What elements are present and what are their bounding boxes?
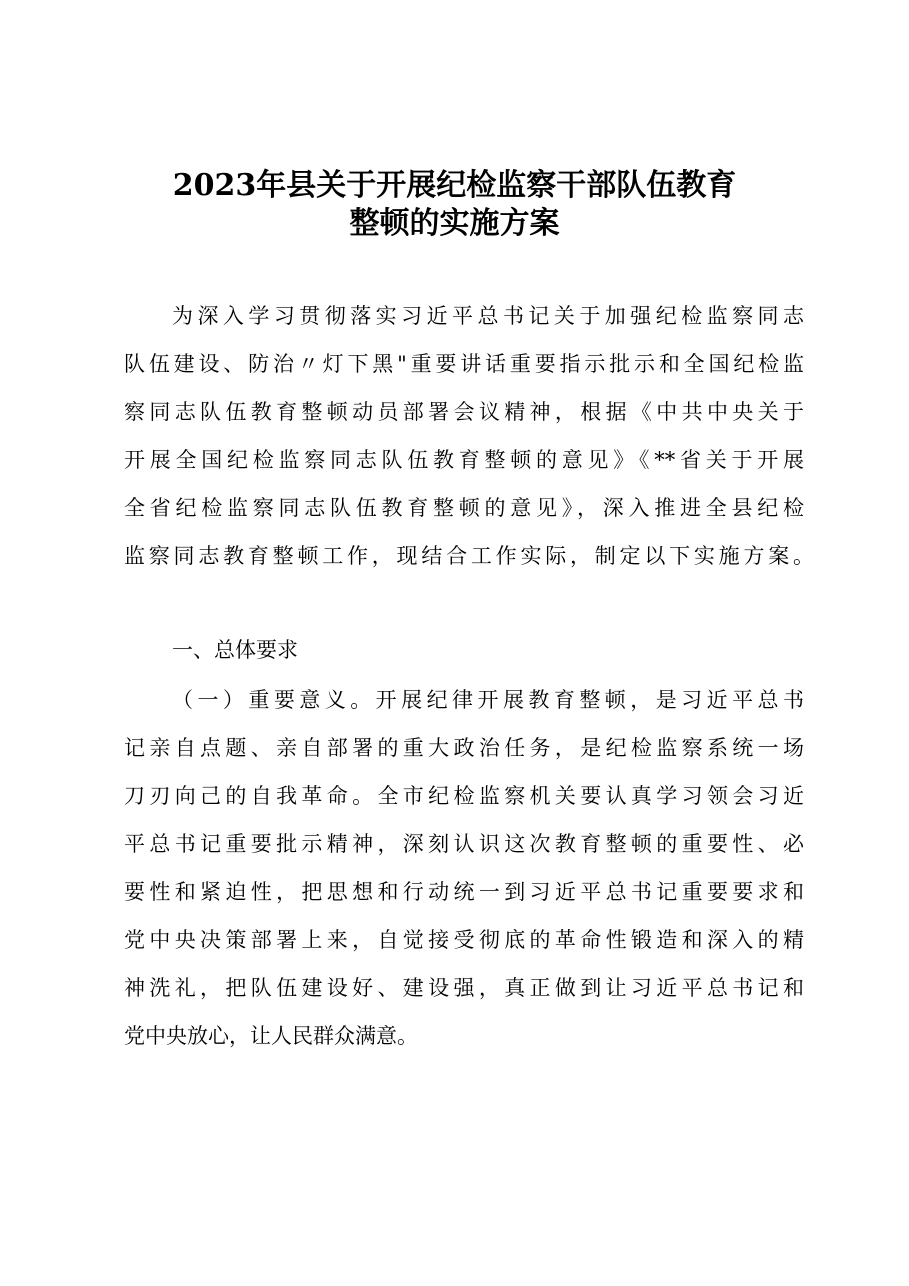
paragraph-2-line-6: 党中央决策部署上来，自觉接受彻底的革命性锻造和深入的精 <box>124 928 804 952</box>
paragraph-2-line-4: 平总书记重要批示精神，深刻认识这次教育整顿的重要性、必 <box>124 832 804 856</box>
paragraph-2-line-8: 党中央放心，让人民群众满意。 <box>124 1024 418 1048</box>
paragraph-1-line-4: 开展全国纪检监察同志队伍教育整顿的意见》《**省关于开展 <box>124 448 804 472</box>
paragraph-1-line-2: 队伍建设、防治〃灯下黑"重要讲话重要指示批示和全国纪检监 <box>124 352 804 376</box>
document-title-line-2: 整顿的实施方案 <box>349 206 560 241</box>
paragraph-1-line-5: 全省纪检监察同志队伍教育整顿的意见》，深入推进全县纪检 <box>124 496 804 520</box>
paragraph-2-line-5: 要性和紧迫性，把思想和行动统一到习近平总书记重要要求和 <box>124 880 804 904</box>
paragraph-2-line-1: （一）重要意义。开展纪律开展教育整顿，是习近平总书 <box>172 688 804 712</box>
paragraph-1-line-1: 为深入学习贯彻落实习近平总书记关于加强纪检监察同志 <box>172 304 804 328</box>
paragraph-1-line-3: 察同志队伍教育整顿动员部署会议精神，根据《中共中央关于 <box>124 400 804 424</box>
paragraph-2-line-7: 神洗礼，把队伍建设好、建设强，真正做到让习近平总书记和 <box>124 976 804 1000</box>
paragraph-2-line-3: 刀刃向己的自我革命。全市纪检监察机关要认真学习领会习近 <box>124 784 804 808</box>
document-title-line-1: 2023年县关于开展纪检监察干部队伍教育 <box>172 168 737 203</box>
paragraph-1-line-6: 监察同志教育整顿工作，现结合工作实际，制定以下实施方案。 <box>124 544 814 568</box>
paragraph-2-line-2: 记亲自点题、亲自部署的重大政治任务，是纪检监察系统一场 <box>124 736 804 760</box>
section-1-heading: 一、总体要求 <box>172 638 298 662</box>
